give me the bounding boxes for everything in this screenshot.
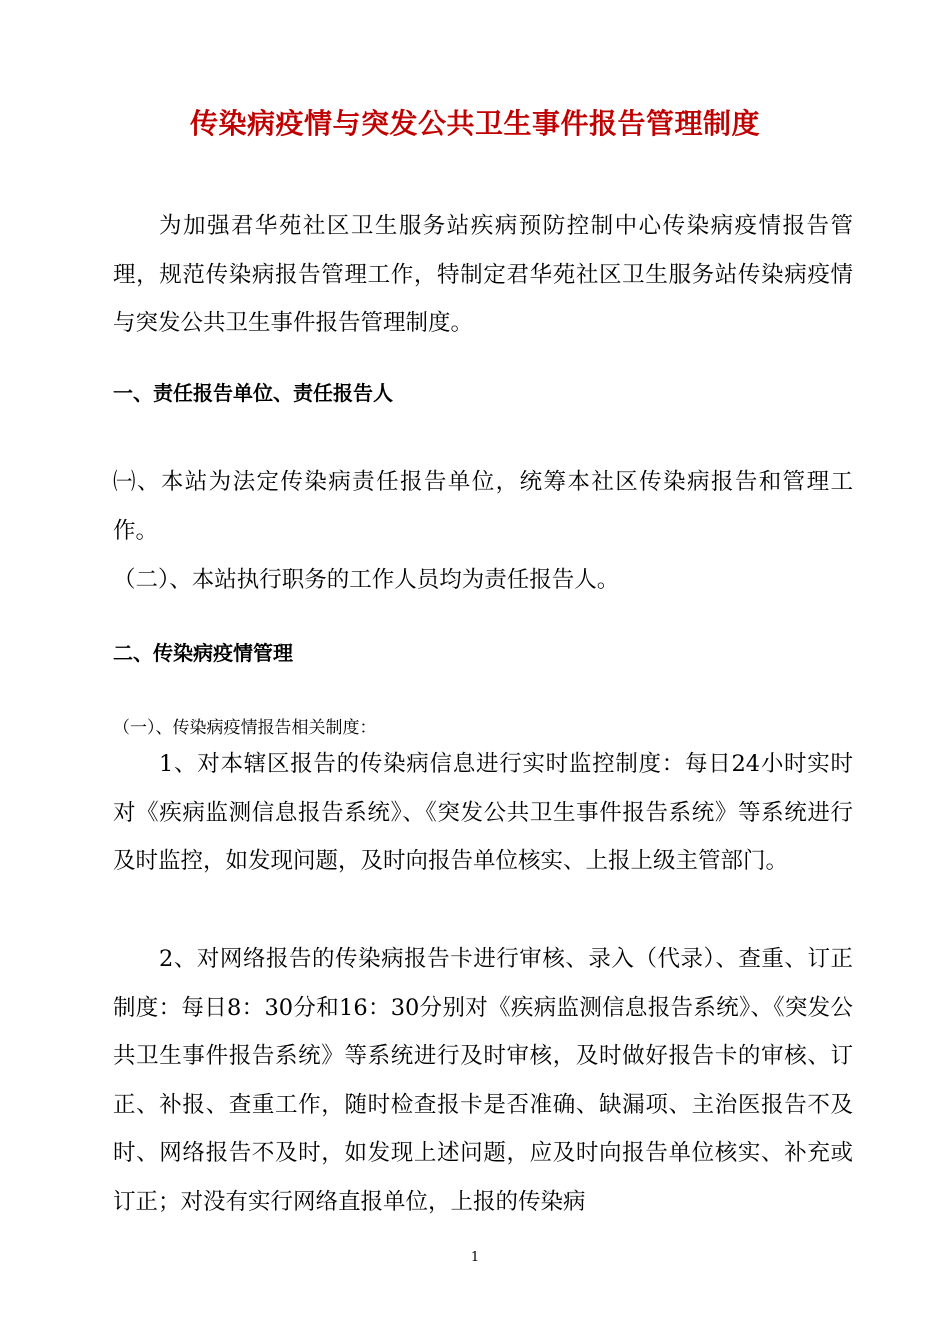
section-2-paragraph-2: 2、对网络报告的传染病报告卡进行审核、录入（代录）、查重、订正制度：每日8：30分和16：30分别对《疾病监测信息报告系统》、《突发公共卫生事件报告系统》等系统进行及时审核，及时做好报告卡的审核、订正、补报、查重工作，随时检查报卡是否准确、缺漏项、主治医报告不及时、网络报告不及时，如发现上述问题，应及时向报告单位核实、补充或订正；对没有实行网络直报单位，上报的传染病 bbox=[113, 946, 853, 1215]
section-1-item-2: （二）、本站执行职务的工作人员均为责任报告人。 bbox=[113, 567, 620, 593]
section-2-subheading: （一）、传染病疫情报告相关制度： bbox=[113, 718, 377, 738]
document-title: 传染病疫情与突发公共卫生事件报告管理制度 bbox=[189, 107, 760, 140]
section-1-item-1: ㈠、本站为法定传染病责任报告单位，统筹本社区传染病报告和管理工作。 bbox=[113, 469, 853, 544]
section-1-heading: 一、责任报告单位、责任报告人 bbox=[113, 381, 393, 405]
section-2-paragraph-1: 1、对本辖区报告的传染病信息进行实时监控制度：每日24小时实时对《疾病监测信息报告系统》、《突发公共卫生事件报告系统》等系统进行及时监控，如发现问题，及时向报告单位核实、上报上级主管部门。 bbox=[113, 751, 853, 874]
section-2-heading: 二、传染病疫情管理 bbox=[113, 641, 293, 665]
intro-paragraph: 为加强君华苑社区卫生服务站疾病预防控制中心传染病疫情报告管理，规范传染病报告管理工作，特制定君华苑社区卫生服务站传染病疫情与突发公共卫生事件报告管理制度。 bbox=[113, 213, 853, 336]
page-number: 1 bbox=[470, 1250, 480, 1265]
